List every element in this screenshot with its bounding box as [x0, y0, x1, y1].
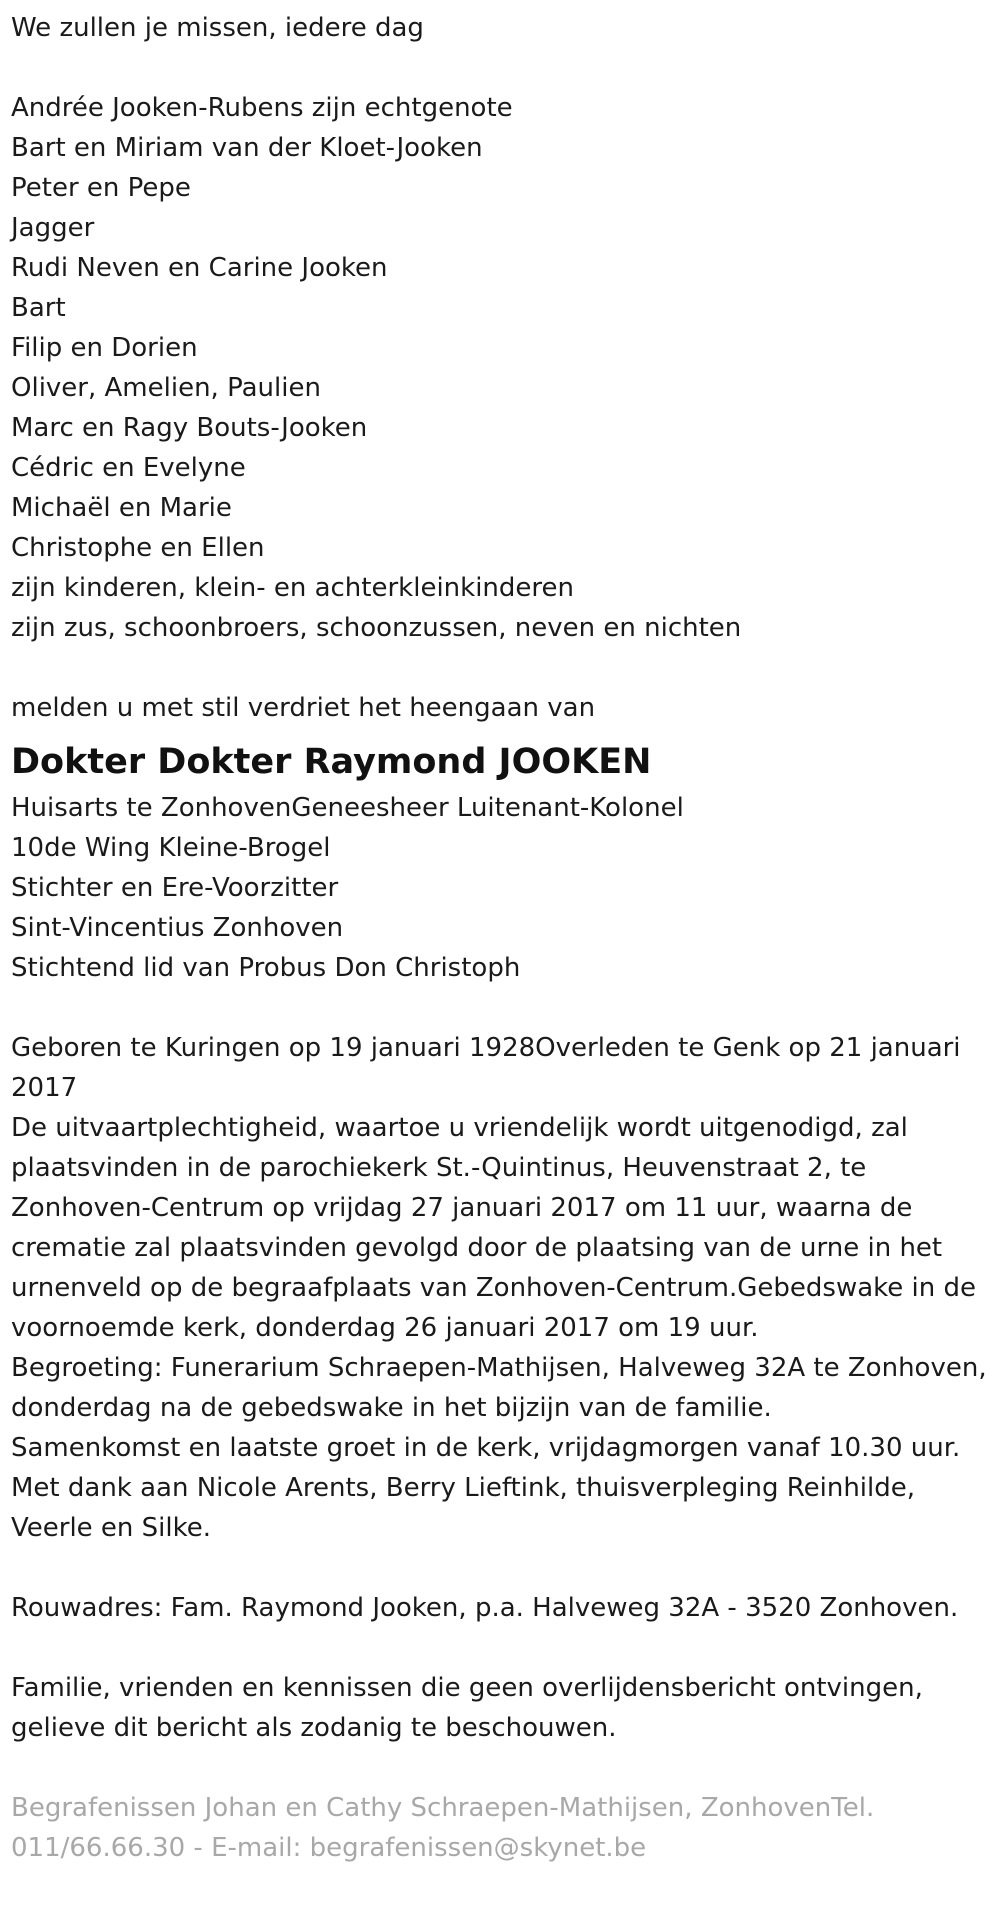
deceased-title: Stichtend lid van Probus Don Christoph	[11, 953, 521, 983]
family-member: Cédric en Evelyne	[11, 453, 246, 483]
deceased-titles	[11, 788, 991, 988]
deceased-name: Dokter Dokter Raymond JOOKEN	[11, 742, 652, 782]
notice-paragraph: Familie, vrienden en kennissen die geen overlijdensbericht ontvingen, gelieve dit bericht als zodanig te beschouwen.	[11, 1673, 923, 1743]
announcement-line: melden u met stil verdriet het heengaan van	[11, 693, 596, 723]
deceased-title: Sint-Vincentius Zonhoven	[11, 913, 344, 943]
family-member: Andrée Jooken-Rubens zijn echtgenote	[11, 93, 513, 123]
family-member: Peter en Pepe	[11, 173, 191, 203]
family-member: Marc en Ragy Bouts-Jooken	[11, 413, 368, 443]
family-member: Filip en Dorien	[11, 333, 198, 363]
family-member: Oliver, Amelien, Paulien	[11, 373, 321, 403]
birth-death-paragraph: Geboren te Kuringen op 19 januari 1928Overleden te Genk op 21 januari 2017	[11, 1033, 961, 1103]
family-member: Jagger	[11, 213, 95, 243]
details-section	[11, 1028, 991, 1548]
deceased-title: Stichter en Ere-Voorzitter	[11, 873, 339, 903]
gathering-paragraph: Samenkomst en laatste groet in de kerk, vrijdagmorgen vanaf 10.30 uur.	[11, 1433, 961, 1463]
family-member: Rudi Neven en Carine Jooken	[11, 253, 388, 283]
family-list	[11, 88, 991, 648]
greeting-paragraph: Begroeting: Funerarium Schraepen-Mathijsen, Halveweg 32A te Zonhoven, donderdag na de gebedswake in het bijzijn van de familie.	[11, 1353, 987, 1423]
mourning-address: Rouwadres: Fam. Raymond Jooken, p.a. Halveweg 32A - 3520 Zonhoven.	[11, 1593, 959, 1623]
family-member: Michaël en Marie	[11, 493, 232, 523]
funeral-paragraph: De uitvaartplechtigheid, waartoe u vriendelijk wordt uitgenodigd, zal plaatsvinden in de parochiekerk St.-Quintinus, Heuvenstraat 2, te Zonhoven-Centrum op vrijdag 27 januari 2017 om 11 uur, waarna de crematie zal plaatsvinden gevolgd door de plaatsing van de urne in het urnenveld op de begraafplaats van Zonhoven-Centrum.Gebedswake in de voornoemde kerk, donderdag 26 januari 2017 om 19 uur.	[11, 1113, 977, 1343]
funeral-home-footer: Begrafenissen Johan en Cathy Schraepen-Mathijsen, ZonhovenTel. 011/66.66.30 - E-mail: begrafenissen@skynet.be	[11, 1793, 875, 1863]
intro-line: We zullen je missen, iedere dag	[11, 13, 424, 43]
family-member: zijn zus, schoonbroers, schoonzussen, neven en nichten	[11, 613, 742, 643]
family-member: Bart	[11, 293, 66, 323]
family-member: Bart en Miriam van der Kloet-Jooken	[11, 133, 483, 163]
spacer	[11, 988, 991, 1028]
deceased-title: 10de Wing Kleine-Brogel	[11, 833, 331, 863]
spacer	[11, 1548, 991, 1588]
spacer	[11, 648, 991, 688]
deceased-title: Huisarts te ZonhovenGeneesheer Luitenant-Kolonel	[11, 793, 684, 823]
spacer	[11, 1748, 991, 1788]
thanks-paragraph: Met dank aan Nicole Arents, Berry Lieftink, thuisverpleging Reinhilde, Veerle en Silke.	[11, 1473, 916, 1543]
spacer	[11, 48, 991, 88]
family-member: zijn kinderen, klein- en achterkleinkinderen	[11, 573, 574, 603]
family-member: Christophe en Ellen	[11, 533, 265, 563]
spacer	[11, 1628, 991, 1668]
